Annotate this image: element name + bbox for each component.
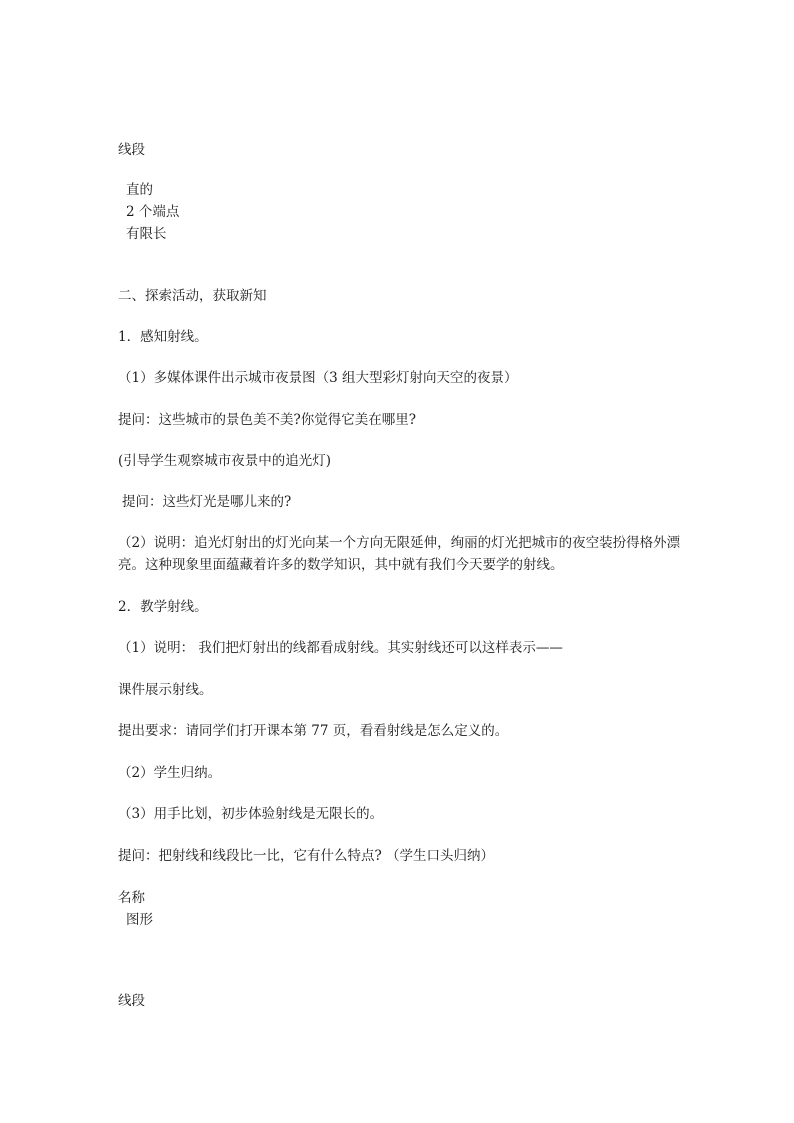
table-cell-segment-2: 线段 [118,993,145,1009]
subsection-heading-perceive-ray: 1．感知射线。 [118,329,208,345]
paragraph-question-2: 提问：这些灯光是哪儿来的? [122,494,292,510]
section-heading: 二、探索活动，获取新知 [118,288,267,304]
segment-property-two-endpoints: 2 个端点 [126,204,180,220]
paragraph-ray-explanation: （1）说明： 我们把灯射出的线都看成射线。其实射线还可以这样表示—— [118,640,563,656]
segment-property-straight: 直的 [126,182,153,198]
subsection-heading-teach-ray: 2．教学射线。 [118,599,208,615]
paragraph-step-1: （1）多媒体课件出示城市夜景图（3 组大型彩灯射向天空的夜景） [118,370,518,386]
segment-property-finite-length: 有限长 [126,226,167,242]
paragraph-courseware-ray: 课件展示射线。 [118,682,213,698]
paragraph-requirement: 提出要求：请同学们打开课本第 77 页，看看射线是怎么定义的。 [118,723,509,739]
table-header-figure: 图形 [126,912,153,928]
paragraph-step-2-explanation: （2）说明：追光灯射出的灯光向某一个方向无限延伸，绚丽的灯光把城市的夜空装扮得格外漂亮。这种现象里面蕴藏着许多的数学知识，其中就有我们今天要学的射线。 [118,535,681,573]
table-cell-segment: 线段 [118,142,145,158]
table-header-name: 名称 [118,890,145,906]
paragraph-guide-note: (引导学生观察城市夜景中的追光灯) [118,453,332,469]
paragraph-question-1: 提问：这些城市的景色美不美?你觉得它美在哪里? [118,412,416,428]
paragraph-question-compare: 提问：把射线和线段比一比，它有什么特点? （学生口头归纳） [118,848,495,864]
paragraph-hand-gesture: （3）用手比划，初步体验射线是无限长的。 [118,806,384,822]
paragraph-student-summary: （2）学生归纳。 [118,765,222,781]
